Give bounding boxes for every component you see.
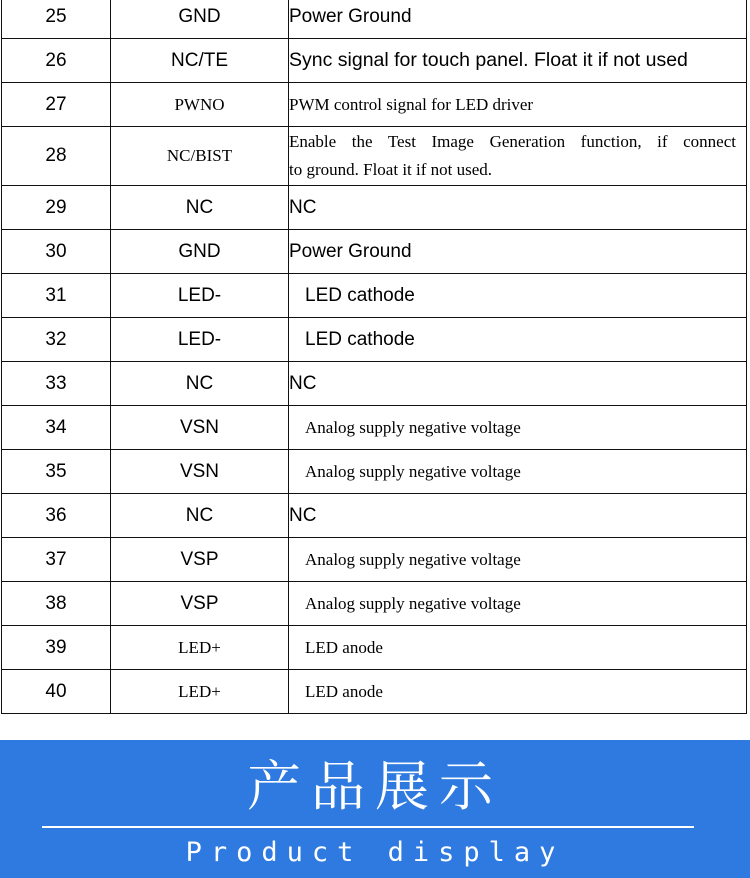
pin-description: NC xyxy=(289,186,747,230)
pin-name: VSN xyxy=(111,406,289,450)
pin-name: NC xyxy=(111,494,289,538)
pin-name: LED- xyxy=(111,274,289,318)
pin-number: 36 xyxy=(2,494,111,538)
table-row xyxy=(2,494,747,538)
table-row xyxy=(2,274,747,318)
pin-description xyxy=(289,127,747,186)
pin-name: PWNO xyxy=(111,83,289,127)
pin-number: 30 xyxy=(2,230,111,274)
pin-definition-table xyxy=(1,0,747,714)
pin-name: LED- xyxy=(111,318,289,362)
table-row xyxy=(2,670,747,714)
table-row xyxy=(2,538,747,582)
pin-number: 26 xyxy=(2,39,111,83)
pin-number: 40 xyxy=(2,670,111,714)
table-row xyxy=(2,626,747,670)
pin-name: GND xyxy=(111,230,289,274)
pin-description: LED cathode xyxy=(289,274,747,318)
pin-number: 34 xyxy=(2,406,111,450)
pin-description: Analog supply negative voltage xyxy=(289,582,747,626)
pin-name: NC/BIST xyxy=(111,127,289,186)
pin-description: Power Ground xyxy=(289,230,747,274)
pin-name: VSN xyxy=(111,450,289,494)
pin-number: 31 xyxy=(2,274,111,318)
pin-number: 27 xyxy=(2,83,111,127)
pin-number: 32 xyxy=(2,318,111,362)
pin-number: 38 xyxy=(2,582,111,626)
pin-description: NC xyxy=(289,362,747,406)
pin-description-line2: to ground. Float it if not used. xyxy=(289,160,493,179)
table-row xyxy=(2,127,747,186)
pin-description: LED cathode xyxy=(289,318,747,362)
pin-name: LED+ xyxy=(111,670,289,714)
pin-description: LED anode xyxy=(289,626,747,670)
product-display-banner xyxy=(0,740,750,878)
banner-title-chinese: 产品展示 xyxy=(247,755,503,818)
pin-name: NC xyxy=(111,362,289,406)
table-row xyxy=(2,230,747,274)
pin-description: Analog supply negative voltage xyxy=(289,538,747,582)
pin-number: 33 xyxy=(2,362,111,406)
pin-description: LED anode xyxy=(289,670,747,714)
banner-title-english: Product display xyxy=(185,837,565,868)
pin-description: NC xyxy=(289,494,747,538)
pin-name: GND xyxy=(111,0,289,39)
pin-description: PWM control signal for LED driver xyxy=(289,83,747,127)
table-row xyxy=(2,406,747,450)
pin-name: NC/TE xyxy=(111,39,289,83)
pin-name: VSP xyxy=(111,582,289,626)
pin-number: 28 xyxy=(2,127,111,186)
table-row xyxy=(2,186,747,230)
pin-description-line1: Enable the Test Image Generation function, if connect xyxy=(289,132,736,151)
pin-description: Sync signal for touch panel. Float it if not used xyxy=(289,39,747,83)
pin-description: Analog supply negative voltage xyxy=(289,406,747,450)
pin-number: 25 xyxy=(2,0,111,39)
pin-name: LED+ xyxy=(111,626,289,670)
pin-number: 35 xyxy=(2,450,111,494)
pin-description: Power Ground xyxy=(289,0,747,39)
pin-name: VSP xyxy=(111,538,289,582)
table-row xyxy=(2,362,747,406)
pin-name: NC xyxy=(111,186,289,230)
table-row xyxy=(2,83,747,127)
table-row xyxy=(2,450,747,494)
pin-description: Analog supply negative voltage xyxy=(289,450,747,494)
banner-divider xyxy=(42,826,694,828)
table-row xyxy=(2,582,747,626)
table-row xyxy=(2,0,747,39)
pin-number: 37 xyxy=(2,538,111,582)
table-row xyxy=(2,318,747,362)
pin-number: 29 xyxy=(2,186,111,230)
table-row xyxy=(2,39,747,83)
pin-number: 39 xyxy=(2,626,111,670)
